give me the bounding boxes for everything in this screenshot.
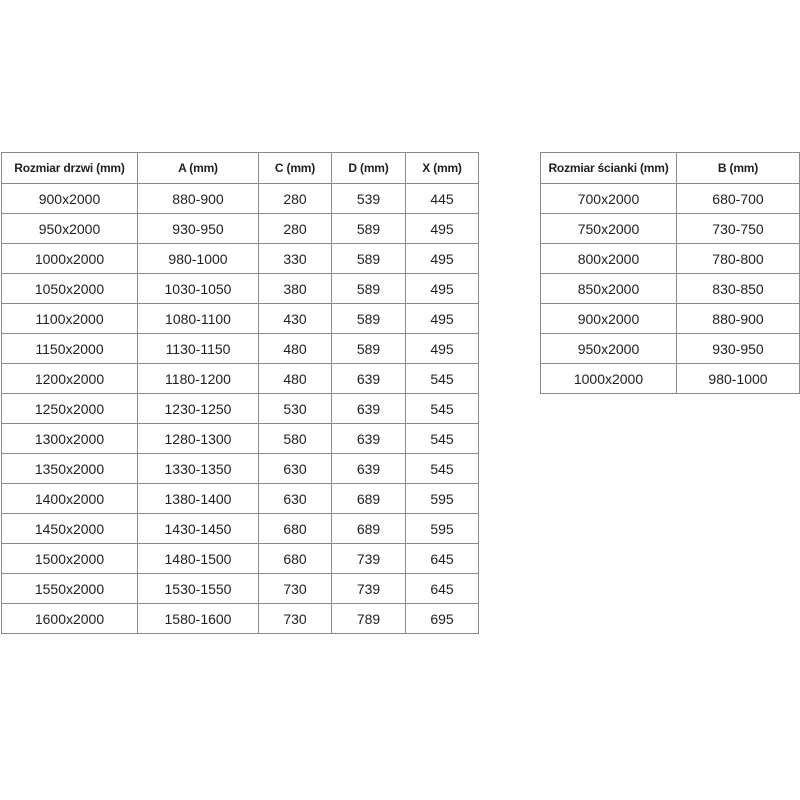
cell: 545 xyxy=(406,364,479,394)
cell: 1300x2000 xyxy=(2,424,138,454)
cell: 1530-1550 xyxy=(138,574,259,604)
cell: 689 xyxy=(332,514,406,544)
cell: 800x2000 xyxy=(541,244,677,274)
cell: 950x2000 xyxy=(541,334,677,364)
cell: 689 xyxy=(332,484,406,514)
cell: 639 xyxy=(332,364,406,394)
cell: 730 xyxy=(259,604,332,634)
header-row xyxy=(541,153,800,184)
cell: 589 xyxy=(332,214,406,244)
cell: 495 xyxy=(406,304,479,334)
cell: 980-1000 xyxy=(677,364,800,394)
cell: 495 xyxy=(406,244,479,274)
cell: 589 xyxy=(332,334,406,364)
table-row xyxy=(2,244,479,274)
cell: 1350x2000 xyxy=(2,454,138,484)
cell: 780-800 xyxy=(677,244,800,274)
cell: 830-850 xyxy=(677,274,800,304)
cell: 850x2000 xyxy=(541,274,677,304)
cell: 545 xyxy=(406,394,479,424)
column-header: B (mm) xyxy=(677,153,800,184)
cell: 495 xyxy=(406,334,479,364)
cell: 639 xyxy=(332,454,406,484)
cell: 680 xyxy=(259,544,332,574)
cell: 1000x2000 xyxy=(541,364,677,394)
cell: 1550x2000 xyxy=(2,574,138,604)
cell: 1230-1250 xyxy=(138,394,259,424)
cell: 280 xyxy=(259,184,332,214)
column-header: D (mm) xyxy=(332,153,406,184)
column-header: C (mm) xyxy=(259,153,332,184)
table-row xyxy=(541,304,800,334)
cell: 545 xyxy=(406,454,479,484)
cell: 950x2000 xyxy=(2,214,138,244)
cell: 595 xyxy=(406,514,479,544)
table-row xyxy=(2,274,479,304)
cell: 1280-1300 xyxy=(138,424,259,454)
header-row xyxy=(2,153,479,184)
cell: 980-1000 xyxy=(138,244,259,274)
cell: 900x2000 xyxy=(541,304,677,334)
table-row xyxy=(2,364,479,394)
cell: 730-750 xyxy=(677,214,800,244)
cell: 639 xyxy=(332,394,406,424)
cell: 700x2000 xyxy=(541,184,677,214)
cell: 730 xyxy=(259,574,332,604)
table-row xyxy=(2,454,479,484)
cell: 1400x2000 xyxy=(2,484,138,514)
table-row xyxy=(2,304,479,334)
cell: 545 xyxy=(406,424,479,454)
cell: 680 xyxy=(259,514,332,544)
cell: 589 xyxy=(332,244,406,274)
cell: 1600x2000 xyxy=(2,604,138,634)
cell: 750x2000 xyxy=(541,214,677,244)
cell: 680-700 xyxy=(677,184,800,214)
cell: 1130-1150 xyxy=(138,334,259,364)
cell: 1500x2000 xyxy=(2,544,138,574)
cell: 380 xyxy=(259,274,332,304)
cell: 645 xyxy=(406,574,479,604)
column-header: Rozmiar drzwi (mm) xyxy=(2,153,138,184)
cell: 495 xyxy=(406,214,479,244)
cell: 480 xyxy=(259,334,332,364)
cell: 645 xyxy=(406,544,479,574)
cell: 930-950 xyxy=(677,334,800,364)
cell: 900x2000 xyxy=(2,184,138,214)
table-row xyxy=(541,364,800,394)
cell: 495 xyxy=(406,274,479,304)
cell: 1380-1400 xyxy=(138,484,259,514)
table-row xyxy=(541,274,800,304)
table-row xyxy=(2,544,479,574)
column-header: Rozmiar ścianki (mm) xyxy=(541,153,677,184)
door-size-table xyxy=(1,152,479,634)
table-row xyxy=(2,334,479,364)
cell: 1100x2000 xyxy=(2,304,138,334)
cell: 589 xyxy=(332,304,406,334)
cell: 880-900 xyxy=(138,184,259,214)
table-row xyxy=(2,394,479,424)
cell: 1200x2000 xyxy=(2,364,138,394)
table-row xyxy=(541,244,800,274)
cell: 630 xyxy=(259,484,332,514)
cell: 639 xyxy=(332,424,406,454)
cell: 1480-1500 xyxy=(138,544,259,574)
table-row xyxy=(541,214,800,244)
cell: 1250x2000 xyxy=(2,394,138,424)
cell: 1050x2000 xyxy=(2,274,138,304)
cell: 1450x2000 xyxy=(2,514,138,544)
table-row xyxy=(541,184,800,214)
table-row xyxy=(2,214,479,244)
cell: 330 xyxy=(259,244,332,274)
cell: 630 xyxy=(259,454,332,484)
table-row xyxy=(2,604,479,634)
cell: 1030-1050 xyxy=(138,274,259,304)
cell: 739 xyxy=(332,574,406,604)
cell: 580 xyxy=(259,424,332,454)
table-row xyxy=(2,514,479,544)
table-row xyxy=(541,334,800,364)
table-row xyxy=(2,184,479,214)
cell: 930-950 xyxy=(138,214,259,244)
cell: 445 xyxy=(406,184,479,214)
cell: 430 xyxy=(259,304,332,334)
wall-size-table xyxy=(540,152,800,394)
cell: 1430-1450 xyxy=(138,514,259,544)
cell: 539 xyxy=(332,184,406,214)
cell: 1330-1350 xyxy=(138,454,259,484)
cell: 530 xyxy=(259,394,332,424)
cell: 589 xyxy=(332,274,406,304)
table-row xyxy=(2,424,479,454)
table-row xyxy=(2,484,479,514)
table-row xyxy=(2,574,479,604)
cell: 880-900 xyxy=(677,304,800,334)
cell: 280 xyxy=(259,214,332,244)
cell: 1180-1200 xyxy=(138,364,259,394)
cell: 739 xyxy=(332,544,406,574)
cell: 1580-1600 xyxy=(138,604,259,634)
cell: 789 xyxy=(332,604,406,634)
cell: 1080-1100 xyxy=(138,304,259,334)
column-header: A (mm) xyxy=(138,153,259,184)
cell: 1000x2000 xyxy=(2,244,138,274)
column-header: X (mm) xyxy=(406,153,479,184)
cell: 1150x2000 xyxy=(2,334,138,364)
cell: 595 xyxy=(406,484,479,514)
cell: 480 xyxy=(259,364,332,394)
cell: 695 xyxy=(406,604,479,634)
